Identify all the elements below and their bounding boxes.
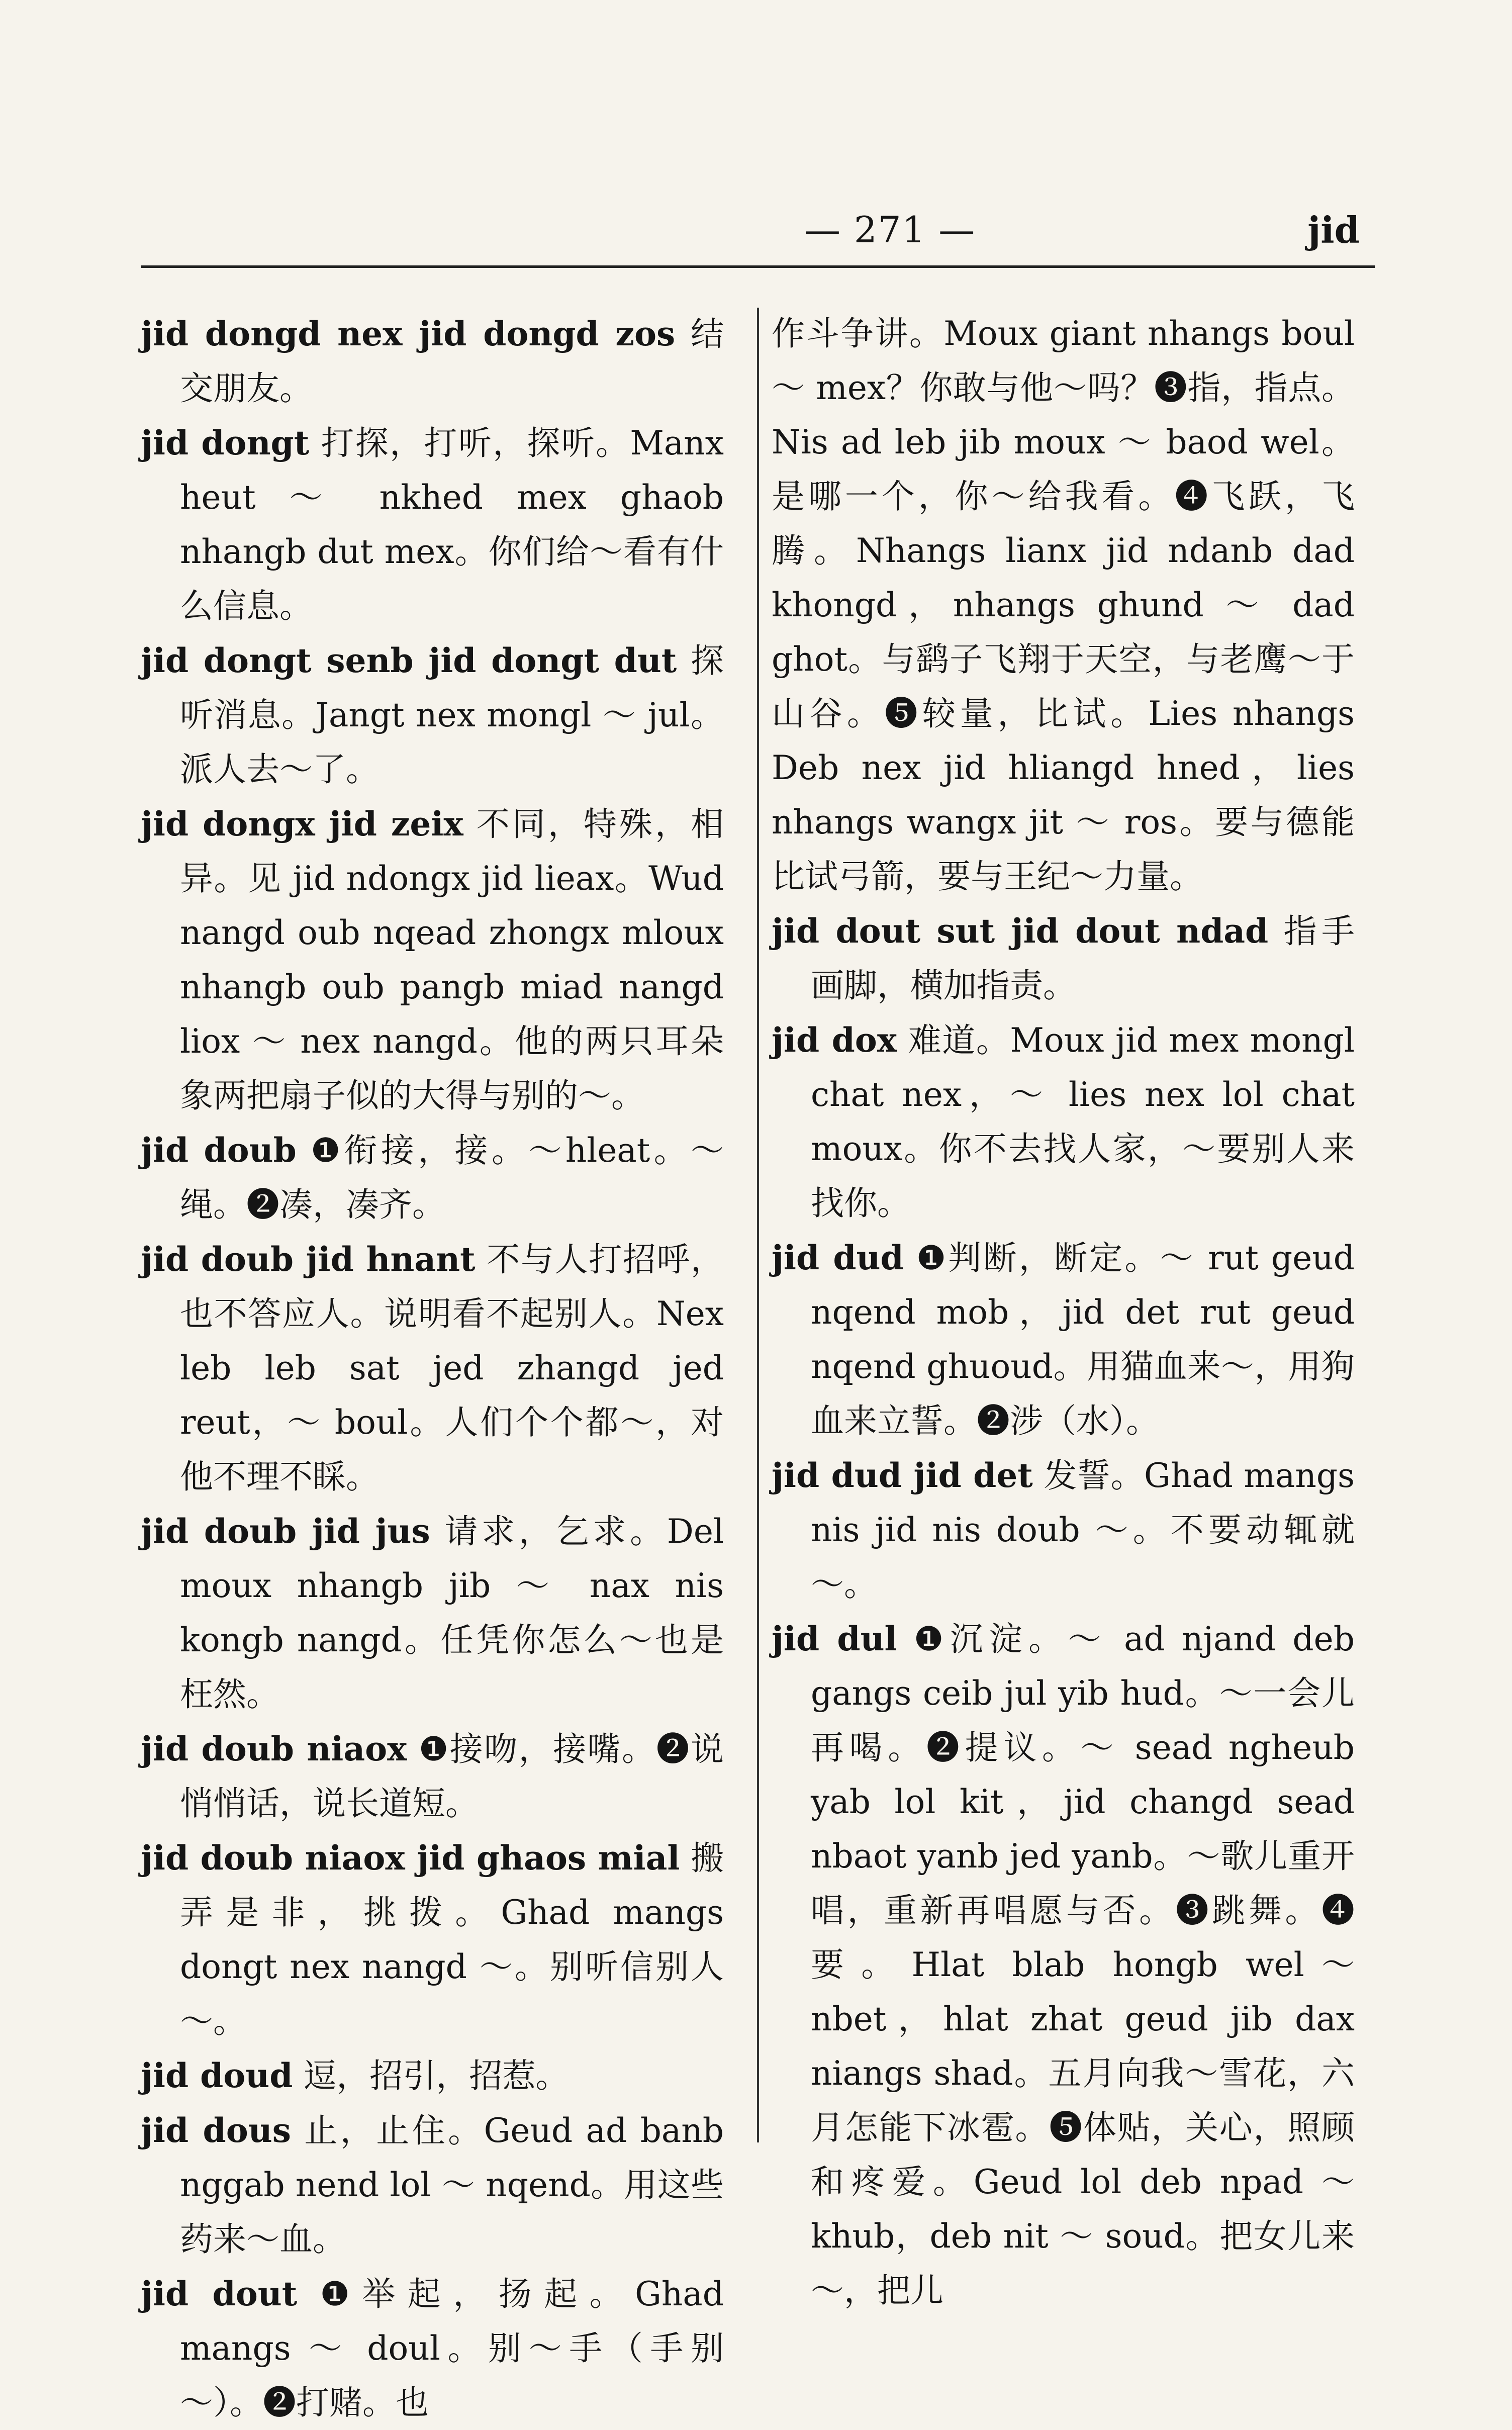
entry-definition: 不同，特殊，相异。见 jid ndongx jid lieax。Wud nangd oub nqead zhongx mloux nhangb oub pangb miad nangd liox ～ nex nangd。他的两只耳朵象两把扇子似的大得与别的～。: [180, 805, 724, 1115]
dictionary-entry: [141, 307, 724, 416]
dictionary-entry: [141, 2103, 724, 2267]
entry-headword: jid dous: [141, 2111, 291, 2150]
dictionary-entry: [772, 1013, 1355, 1231]
entry-continuation: 作斗争讲。Moux giant nhangs boul ～ mex？你敢与他～吗？❸指，指点。Nis ad leb jib moux ～ baod wel。是哪一个，你～给我看。❹飞跃，飞腾。Nhangs lianx jid ndanb dad khongd，nhangs ghund ～ dad ghot。与鹞子飞翔于天空，与老鹰～于山谷。❺较量，比试。Lies nhangs Deb nex jid hliangd hned，lies nhangs wangx jit ～ ros。要与德能比试弓箭，要与王纪～力量。: [772, 314, 1355, 896]
entry-headword: jid dongx jid zeix: [141, 804, 463, 844]
entry-definition: ❶接吻，接嘴。❷说悄悄话，说长道短。: [180, 1730, 724, 1823]
entry-headword: jid dud jid det: [772, 1456, 1033, 1495]
entry-definition: 不与人打招呼，也不答应人。说明看不起别人。Nex leb leb sat jed zhangd jed reut，～ boul。人们个个都～，对他不理不睬。: [180, 1240, 724, 1496]
entry-headword: jid dox: [772, 1020, 897, 1060]
dictionary-entry: [772, 904, 1355, 1013]
column-divider: [757, 308, 759, 2142]
entry-definition: ❶判断，断定。～ rut geud nqend mob，jid det rut geud nqend ghuoud。用猫血来～，用狗血来立誓。❷涉（水）。: [811, 1239, 1355, 1440]
entry-headword: jid doub niaox: [141, 1729, 407, 1768]
dictionary-entry: [141, 2048, 724, 2103]
entry-definition: 发誓。Ghad mangs nis jid nis doub ～。不要动辄就～。: [811, 1456, 1355, 1604]
page-number: — 271 —: [804, 209, 976, 251]
entry-definition: ❶沉淀。～ ad njand deb gangs ceib jul yib hud。～一会儿再喝。❷提议。～ sead ngheub yab lol kit，jid changd sead nbaot yanb jed yanb。～歌儿重开唱，重新再唱愿与否。❸跳舞。❹要。Hlat blab hongb wel～nbet，hlat zhat geud jib dax niangs shad。五月向我～雪花，六月怎能下冰雹。❺体贴，关心，照顾和疼爱。Geud lol deb npad ～ khub，deb nit ～ soud。把女儿来～，把儿: [811, 1620, 1355, 2310]
dictionary-entry: [141, 2267, 724, 2430]
dictionary-entry: [141, 1831, 724, 2048]
dictionary-entry: [772, 1231, 1355, 1448]
running-headword: jid: [1307, 209, 1360, 251]
dictionary-entry: [141, 1722, 724, 1831]
dictionary-entry: [141, 1232, 724, 1504]
entry-headword: jid dul: [772, 1619, 897, 1658]
right-column: [772, 307, 1355, 2318]
entry-headword: jid doub jid hnant: [141, 1240, 476, 1279]
entry-headword: jid doub niaox jid ghaos mial: [141, 1838, 680, 1878]
dictionary-entry: [772, 1448, 1355, 1612]
header-rule: [141, 265, 1375, 268]
entry-definition: 止，止住。Geud ad banb nggab nend lol ～ nqend。用这些药来～血。: [180, 2111, 724, 2259]
entry-definition: 请求，乞求。Del moux nhangb jib ～ nax nis kongb nangd。任凭你怎么～也是枉然。: [180, 1512, 724, 1714]
entry-headword: jid dud: [772, 1238, 904, 1277]
entry-headword: jid dout sut jid dout ndad: [772, 911, 1269, 951]
page-header: [141, 209, 1375, 269]
entry-definition: 指手画脚，横加指责。: [811, 912, 1355, 1005]
entry-definition: ❶举起，扬起。Ghad mangs ～ doul。别～手（手别～）。❷打赌。也: [180, 2275, 724, 2422]
entry-headword: jid dongt senb jid dongt dut: [141, 641, 677, 680]
entry-definition: ❶衔接，接。～hleat。～绳。❷凑，凑齐。: [180, 1131, 724, 1224]
dictionary-entry: [141, 1123, 724, 1232]
dictionary-entry: [141, 1504, 724, 1722]
dictionary-entry: [141, 797, 724, 1123]
entry-headword: jid dongt: [141, 423, 310, 462]
entry-headword: jid doub jid jus: [141, 1512, 430, 1551]
entry-definition: 探听消息。Jangt nex mongl ～ jul。派人去～了。: [180, 641, 724, 789]
dictionary-entry: [141, 416, 724, 633]
entry-definition: 逗，招引，招惹。: [293, 2057, 569, 2095]
entry-headword: jid dout: [141, 2274, 298, 2313]
entry-headword: jid dongd nex jid dongd zos: [141, 314, 676, 353]
entry-definition: 打探，打听，探听。Manx heut ～ nkhed mex ghaob nhangb dut mex。你们给～看有什么信息。: [180, 424, 724, 625]
dictionary-entry: [772, 1612, 1355, 2318]
entry-headword: jid doub: [141, 1131, 297, 1170]
left-column: [141, 307, 724, 2430]
entry-headword: jid doud: [141, 2056, 293, 2095]
entry-definition: 难道。Moux jid mex mongl chat nex，～ lies nex lol chat moux。你不去找人家，～要别人来找你。: [811, 1021, 1355, 1223]
entry-definition: 搬弄是非，挑拨。Ghad mangs dongt nex nangd ～。别听信别人～。: [180, 1839, 724, 2040]
dictionary-entry: [141, 633, 724, 797]
entry-definition: 结交朋友。: [180, 315, 724, 408]
